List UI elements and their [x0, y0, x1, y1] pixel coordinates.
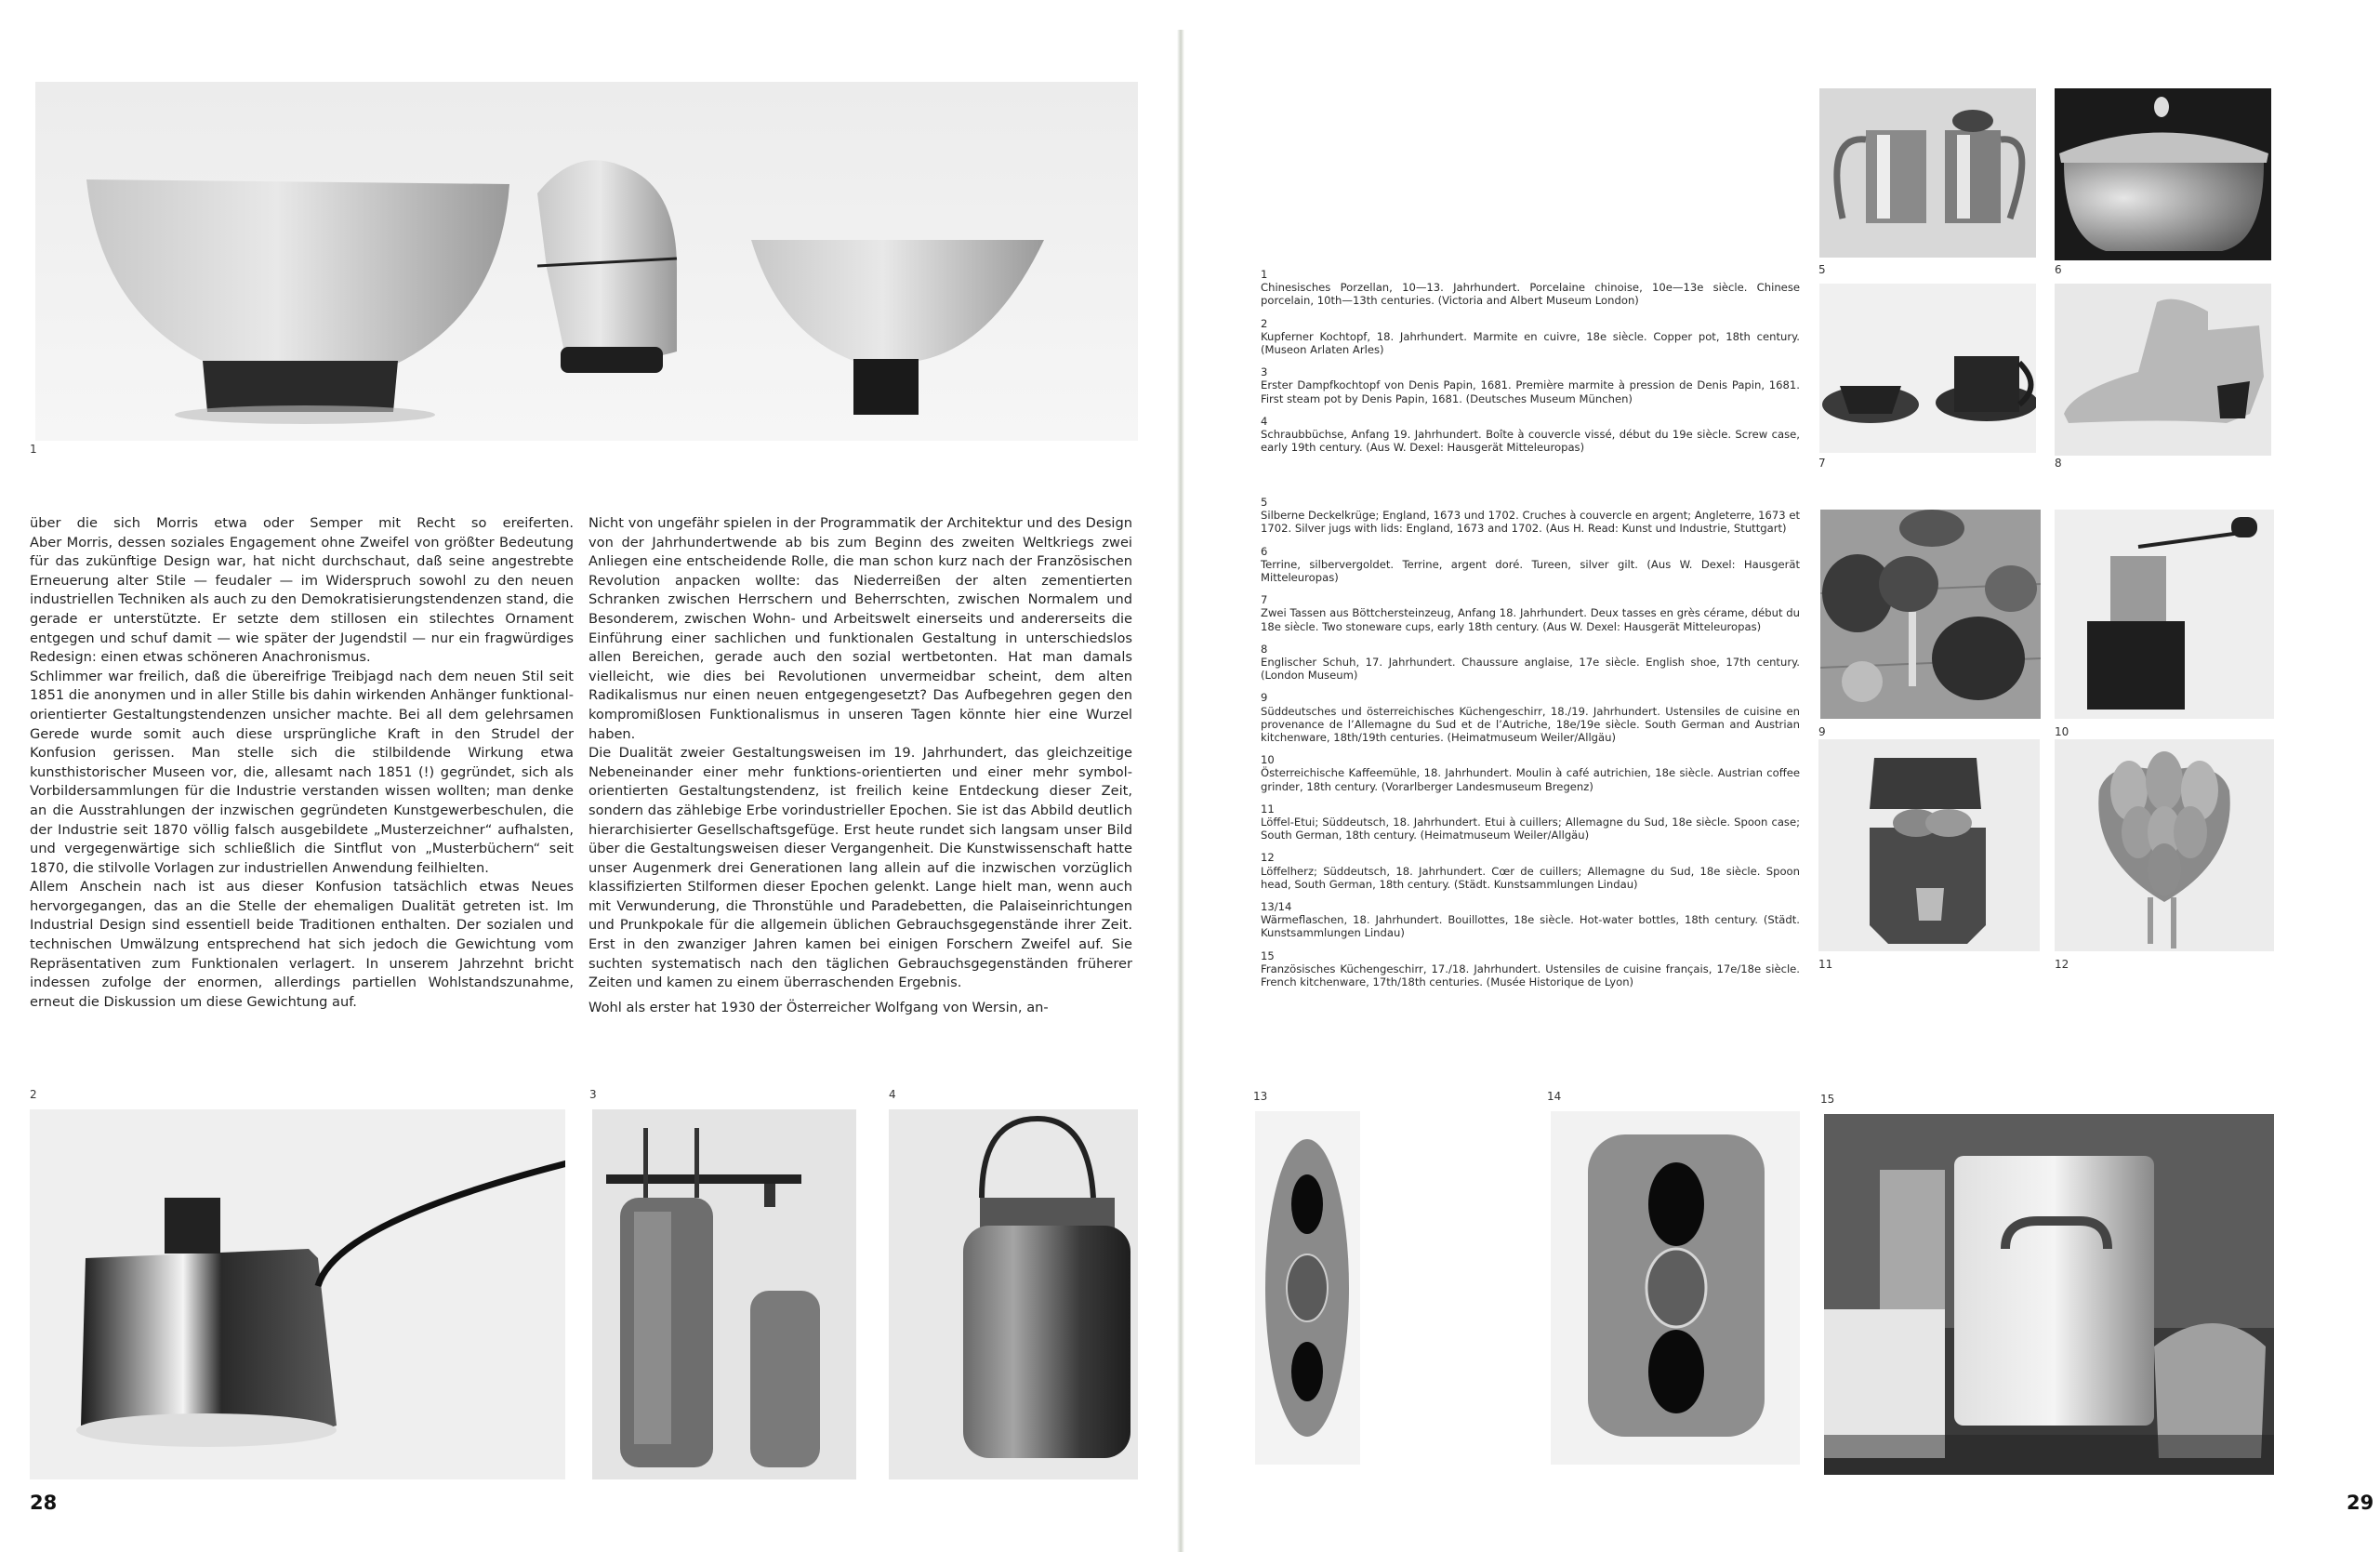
- caption-7: [1261, 593, 1800, 633]
- caption-1: [1261, 268, 1800, 308]
- figure-1-number: 1: [30, 443, 37, 456]
- caption-15: [1261, 949, 1800, 989]
- caption-text: Zwei Tassen aus Böttchersteinzeug, Anfang 18. Jahrhundert. Deux tasses en grès cérame, début du 18e siècle. Two stoneware cups, early 18th century. (Aus W. Dexel: Hausgerät Mitteleuropas): [1261, 606, 1800, 633]
- paragraph: Schlimmer war freilich, daß die übereifrige Treibjagd nach dem neuen Stil seit 1851 die anonymen und in aller Stille bis dahin wirkenden Anhänger funktional-orientierter Gestaltungstendenzen unsicher machte. Bei all dem gelehrsamen Gerede wurde somit auch diese ursprüngliche Kraft in den Strudel der Konfusion gerissen. Man stelle sich die stilbildende Wirkung etwa kunsthistorischer Museen vor, die, allesamt nach 1851 (!) gegründet, sich als Vorbildersammlungen für die Industrie verstanden wissen wollten; man denke an die Ausstrahlungen der inzwischen gegründeten Kunstgewerbeschulen, die der Industrie seit 1870 völlig falsch ausgebildete „Musterzeichner“ aufhalsten, und vergegenwärtige sich schließlich die Sintflut von „Musterbüchern“ seit 1870, die stilvolle Vorlagen zur industriellen Anwendung feilhielten.: [30, 668, 574, 876]
- caption-5: [1261, 496, 1800, 536]
- paragraph: Die Dualität zweier Gestaltungsweisen im 19. Jahrhundert, das gleichzeitige Nebeneinander einer mehr funktions-orientierten und einer mehr symbol-orientierten Gestaltungstendenz, ist freilich keine Entdeckung dieser Zeit, sondern das zählebige Erbe vorindustrieller Epochen. Sie ist das Abbild deutlich hierarchisierter Gesellschaftsgefüge. Erst heute rundet sich langsam unser Bild über die Gestaltungsweisen dieser Vergangenheit. Die Kunstwissenschaft hatte unser Augenmerk drei Generationen lang allein auf die inzwischen vorzüglich klassifizierten Stilformen dieser Epochen gelenkt. Lange hielt man, wenn auch mit Verwunderung, die Thronstühle und Paradebetten, die Palaiseinrichtungen und Prunkpokale für die allgemein üblichen Gebrauchsgegenstände ihrer Zeit. Erst in den zwanziger Jahren kamen bei einigen Forschern Zweifel auf. Sie suchten systematisch nach den täglichen Gebrauchsgegenständen früherer Zeiten und kamen zu einem überraschenden Ergebnis.: [588, 745, 1132, 991]
- caption-text: Terrine, silbervergoldet. Terrine, argent doré. Tureen, silver gilt. (Aus W. Dexel: Hausgerät Mitteleuropas): [1261, 557, 1800, 585]
- caption-number: 6: [1261, 544, 1268, 558]
- caption-text: Silberne Deckelkrüge; England, 1673 und 1702. Cruches à couvercle en argent; Angleterre, 1673 et 1702. Silver jugs with lids: England, 1673 and 1702. (Aus H. Read: Kunst und Industrie, Stuttgart): [1261, 509, 1800, 536]
- caption-text: Französisches Küchengeschirr, 17./18. Jahrhundert. Ustensiles de cuisine français, 17e/18e siècle. French kitchenware, 17th/18th centuries. (Musée Historique de Lyon): [1261, 962, 1800, 989]
- caption-10: [1261, 753, 1800, 793]
- figure-10-photo: [2055, 510, 2274, 719]
- caption-text: Kupferner Kochtopf, 18. Jahrhundert. Marmite en cuivre, 18e siècle. Copper pot, 18th century. (Museon Arlaten Arles): [1261, 329, 1800, 357]
- caption-9: [1261, 691, 1800, 744]
- figure-15-number: 15: [1820, 1093, 1835, 1106]
- caption-text: Österreichische Kaffeemühle, 18. Jahrhundert. Moulin à café autrichien, 18e siècle. Austrian coffee grinder, 18th century. (Vorarlberger Landesmuseum Bregenz): [1261, 766, 1800, 793]
- caption-text: Schraubbüchse, Anfang 19. Jahrhundert. Boîte à couvercle vissé, début du 19e siècle. Screw case, early 19th century. (Aus W. Dexel: Hausgerät Mitteleuropas): [1261, 428, 1800, 455]
- caption-number: 10: [1261, 753, 1275, 767]
- figure-6-number: 6: [2055, 263, 2062, 276]
- caption-number: 1: [1261, 268, 1268, 281]
- figure-10-number: 10: [2055, 725, 2069, 738]
- paragraph: über die sich Morris etwa oder Semper mit Recht so ereiferten.: [30, 515, 574, 531]
- captions-block-1: [1261, 268, 1800, 463]
- figure-5-number: 5: [1818, 263, 1826, 276]
- caption-13-14: [1261, 900, 1800, 940]
- figure-3-number: 3: [589, 1088, 597, 1101]
- figure-6-photo: [2055, 88, 2271, 260]
- figure-8-number: 8: [2055, 457, 2062, 470]
- caption-3: [1261, 365, 1800, 405]
- page-gutter: [1177, 30, 1184, 1552]
- caption-number: 3: [1261, 365, 1268, 379]
- figure-13-number: 13: [1253, 1090, 1268, 1103]
- caption-text: Erster Dampfkochtopf von Denis Papin, 1681. Première marmite à pression de Denis Papin, 1681. First steam pot by Denis Papin, 1681. (Deutsches Museum München): [1261, 378, 1800, 405]
- caption-6: [1261, 545, 1800, 585]
- figure-14-number: 14: [1547, 1090, 1562, 1103]
- figure-12-number: 12: [2055, 958, 2069, 971]
- figure-15-photo: [1824, 1114, 2274, 1475]
- caption-number: 4: [1261, 414, 1268, 428]
- figure-11-number: 11: [1818, 958, 1833, 971]
- caption-text: Wärmeflaschen, 18. Jahrhundert. Bouillottes, 18e siècle. Hot-water bottles, 18th century. (Städt. Kunstsammlungen Lindau): [1261, 913, 1800, 940]
- paragraph: Aber Morris, dessen soziales Engagement ohne Zweifel von größter Bedeutung für das zukünftige Design war, hat nicht durchschaut, daß seine angestrebte Erneuerung alter Stile — feudaler — im Widerspruch sowohl zu den neuen industriellen Techniken als auch zu den Demokratisierungstendenzen stand, die gerade er unterstützte. Er setzte dem stillosen ein stilechtes Ornament entgegen und schuf damit — wie später der Jugendstil — nur ein fragwürdiges Redesign: einen etwas schöneren Anachronismus.: [30, 534, 574, 666]
- caption-2: [1261, 317, 1800, 357]
- body-column-1: [30, 514, 574, 1012]
- figure-1-photo: [35, 82, 1138, 441]
- caption-number: 7: [1261, 593, 1268, 607]
- caption-11: [1261, 803, 1800, 842]
- paragraph: Allem Anschein nach ist aus dieser Konfusion tatsächlich etwas Neues hervorgegangen, das an die Stelle der ehemaligen Dualität getreten ist. Im Industrial Design sind essentiell beide Traditionen enthalten. Der sozialen und technischen Umwälzung entsprechend hat sich jedoch die Gewichtung vom Repräsentativen zum Funktionalen verlagert. In unserem Jahrzehnt bricht indessen zufolge der enormen, allerdings partiellen Wohlstandszunahme, erneut die Diskussion um diese Gewichtung auf.: [30, 879, 574, 1010]
- page-number-right: 29: [2347, 1492, 2374, 1514]
- caption-number: 5: [1261, 496, 1268, 509]
- figure-7-number: 7: [1818, 457, 1826, 470]
- caption-text: Englischer Schuh, 17. Jahrhundert. Chaussure anglaise, 17e siècle. English shoe, 17th century. (London Museum): [1261, 656, 1800, 683]
- paragraph: Nicht von ungefähr spielen in der Programmatik der Architektur und des Design von der Jahrhundertwende ab bis zum Beginn des zweiten Weltkriegs zwei Anliegen eine entscheidende Rolle, die man schon kurz nach der Französischen Revolution anpacken wollte: das Niederreißen der alten zementierten Schranken zwischen Herrschern und Beherrschten, zwischen Normalem und Besonderem, zwischen Wohn- und Arbeitswelt einerseits und andererseits die Einführung einer sachlichen und funktionalen Gestaltung in unterschiedslos allen Bereichen, gerade auch den sozial wertbetonten. Hat man damals vielleicht, wie dies bei Revolutionen unvermeidbar scheint, dem alten Radikalismus nur einen neuen entgegengesetzt? Das Aufbegehren gegen den kompromißlosen Funktionalismus in unseren Tagen könnte hier eine Wurzel haben.: [588, 515, 1132, 742]
- figure-9-number: 9: [1818, 725, 1826, 738]
- figure-2-photo: [30, 1109, 565, 1479]
- caption-text: Süddeutsches und österreichisches Küchengeschirr, 18./19. Jahrhundert. Ustensiles de cuisine en provenance de l’Allemagne du Sud et de l’Autriche, 18e/19e siècle. South German and Austrian kitchenware, 18th/19th centuries. (Heimatmuseum Weiler/Allgäu): [1261, 704, 1800, 745]
- paragraph: Wohl als erster hat 1930 der Österreicher Wolfgang von Wersin, an-: [588, 999, 1049, 1015]
- figure-8-photo: [2055, 284, 2271, 456]
- body-column-2: [588, 514, 1132, 1017]
- caption-text: Löffel-Etui; Süddeutsch, 18. Jahrhundert. Etui à cuillers; Allemagne du Sud, 18e siècle. Spoon case; South German, 18th century. (Heimatmuseum Weiler/Allgäu): [1261, 816, 1800, 842]
- caption-number: 2: [1261, 316, 1268, 330]
- figure-5-photo: [1819, 88, 2036, 258]
- figure-4-photo: [889, 1109, 1138, 1479]
- caption-number: 12: [1261, 851, 1275, 865]
- caption-number: 13/14: [1261, 900, 1292, 914]
- caption-4: [1261, 415, 1800, 455]
- figure-12-photo: [2055, 739, 2274, 951]
- figure-13-photo-image: [1255, 1111, 1360, 1465]
- captions-block-2: [1261, 496, 1800, 998]
- caption-number: 11: [1261, 802, 1275, 816]
- figure-11-photo: [1818, 739, 2040, 951]
- figure-7-photo: [1819, 284, 2036, 453]
- figure-3-photo: [592, 1109, 856, 1479]
- caption-number: 9: [1261, 691, 1268, 705]
- figure-14-photo: [1551, 1111, 1800, 1465]
- caption-number: 15: [1261, 948, 1275, 962]
- caption-8: [1261, 643, 1800, 683]
- figure-2-number: 2: [30, 1088, 37, 1101]
- figure-4-number: 4: [889, 1088, 896, 1101]
- caption-text: Löffelherz; Süddeutsch, 18. Jahrhundert. Cœr de cuillers; Allemagne du Sud, 18e siècle. Spoon head, South German, 18th century. (Städt. Kunstsammlungen Lindau): [1261, 864, 1800, 891]
- page-number-left: 28: [30, 1492, 58, 1514]
- caption-text: Chinesisches Porzellan, 10—13. Jahrhundert. Porcelaine chinoise, 10e—13e siècle. Chinese porcelain, 10th—13th centuries. (Victoria and Albert Museum London): [1261, 281, 1800, 308]
- figure-9-photo: [1820, 510, 2041, 719]
- caption-12: [1261, 851, 1800, 891]
- caption-number: 8: [1261, 642, 1268, 656]
